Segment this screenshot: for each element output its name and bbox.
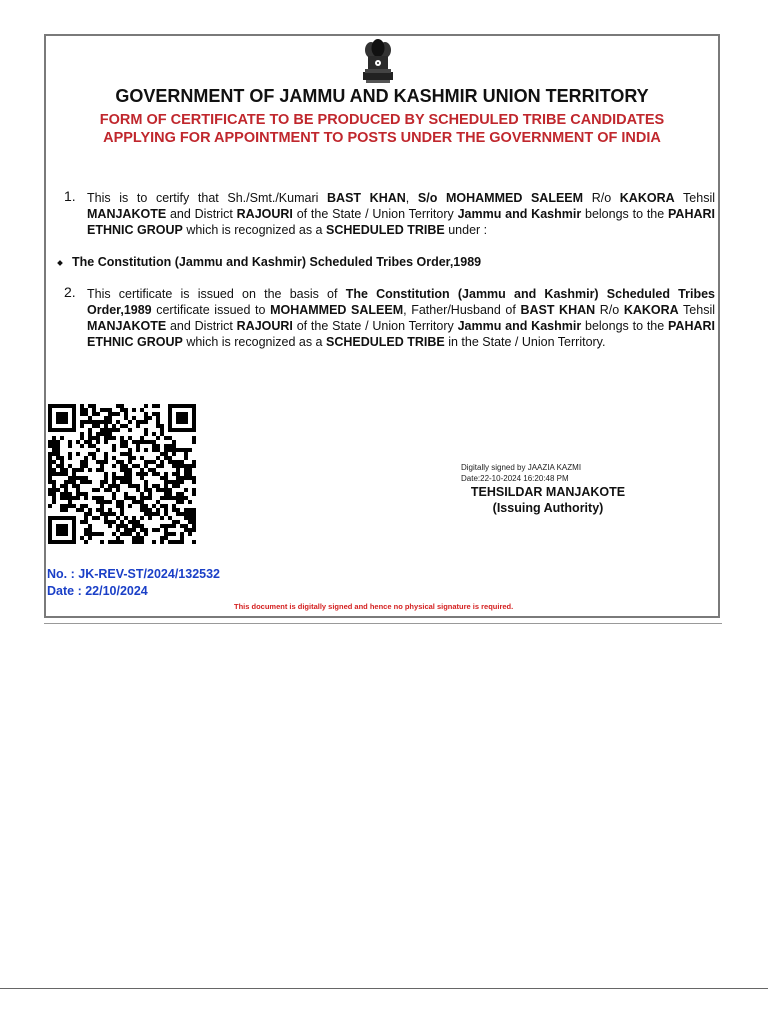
- divider: [44, 623, 722, 624]
- digital-signer: Digitally signed by JAAZIA KAZMI: [461, 463, 582, 472]
- qr-code: [48, 404, 196, 544]
- national-emblem-icon: [360, 36, 396, 84]
- state: Jammu and Kashmir: [457, 207, 582, 221]
- form-subtitle-line-1: FORM OF CERTIFICATE TO BE PRODUCED BY SCHEDULED TRIBE CANDIDATES: [99, 112, 665, 128]
- paragraph-1: This is to certify that Sh./Smt./Kumari BAST KHAN, S/o MOHAMMED SALEEM R/o KAKORA Tehsil MANJAKOTE and District RAJOURI of the State / Union Territory Jammu and Kashmir belongs to the PAHARI ETHNIC GROUP which is recognized as a SCHEDULED TRIBE under :: [87, 191, 716, 237]
- paragraph-2-number: 2.: [64, 284, 76, 300]
- page-title: GOVERNMENT OF JAMMU AND KASHMIR UNION TERRITORY: [115, 86, 649, 106]
- certificate-number: No. : JK-REV-ST/2024/132532: [47, 567, 220, 581]
- issuing-authority-role: (Issuing Authority): [492, 501, 604, 515]
- order-bullet: The Constitution (Jammu and Kashmir) Scheduled Tribes Order,1989: [58, 255, 481, 269]
- issuing-authority-title: TEHSILDAR MANJAKOTE: [470, 485, 626, 499]
- digital-signature-note: This document is digitally signed and hence no physical signature is required.: [234, 602, 514, 611]
- ethnic-group: PAHARI ETHNIC GROUP: [87, 207, 716, 237]
- bullet-icon: [57, 260, 63, 266]
- certificate-date: Date : 22/10/2024: [47, 584, 148, 598]
- digital-sign-date: Date:22-10-2024 16:20:48 PM: [461, 474, 569, 483]
- page-bottom-divider: [0, 988, 768, 989]
- paragraph-2: This certificate is issued on the basis of The Constitution (Jammu and Kashmir) Scheduled Tribes Order,1989 certificate issued to MOHAMMED SALEEM, Father/Husband of BAST KHAN R/o KAKORA Tehsil MANJAKOTE and District RAJOURI of the State / Union Territory Jammu and Kashmir belongs to the PAHARI ETHNIC GROUP which is recognized as a SCHEDULED TRIBE in the State / Union Territory.: [87, 287, 716, 349]
- holder-name: BAST KHAN: [327, 191, 406, 205]
- village: KAKORA: [619, 191, 675, 205]
- district: RAJOURI: [236, 207, 293, 221]
- paragraph-1-number: 1.: [64, 188, 76, 204]
- tehsil: MANJAKOTE: [87, 207, 167, 221]
- holder-relation: S/o MOHAMMED SALEEM: [417, 191, 584, 205]
- form-subtitle-line-2: APPLYING FOR APPOINTMENT TO POSTS UNDER THE GOVERNMENT OF INDIA: [103, 130, 661, 146]
- category: SCHEDULED TRIBE: [325, 223, 445, 237]
